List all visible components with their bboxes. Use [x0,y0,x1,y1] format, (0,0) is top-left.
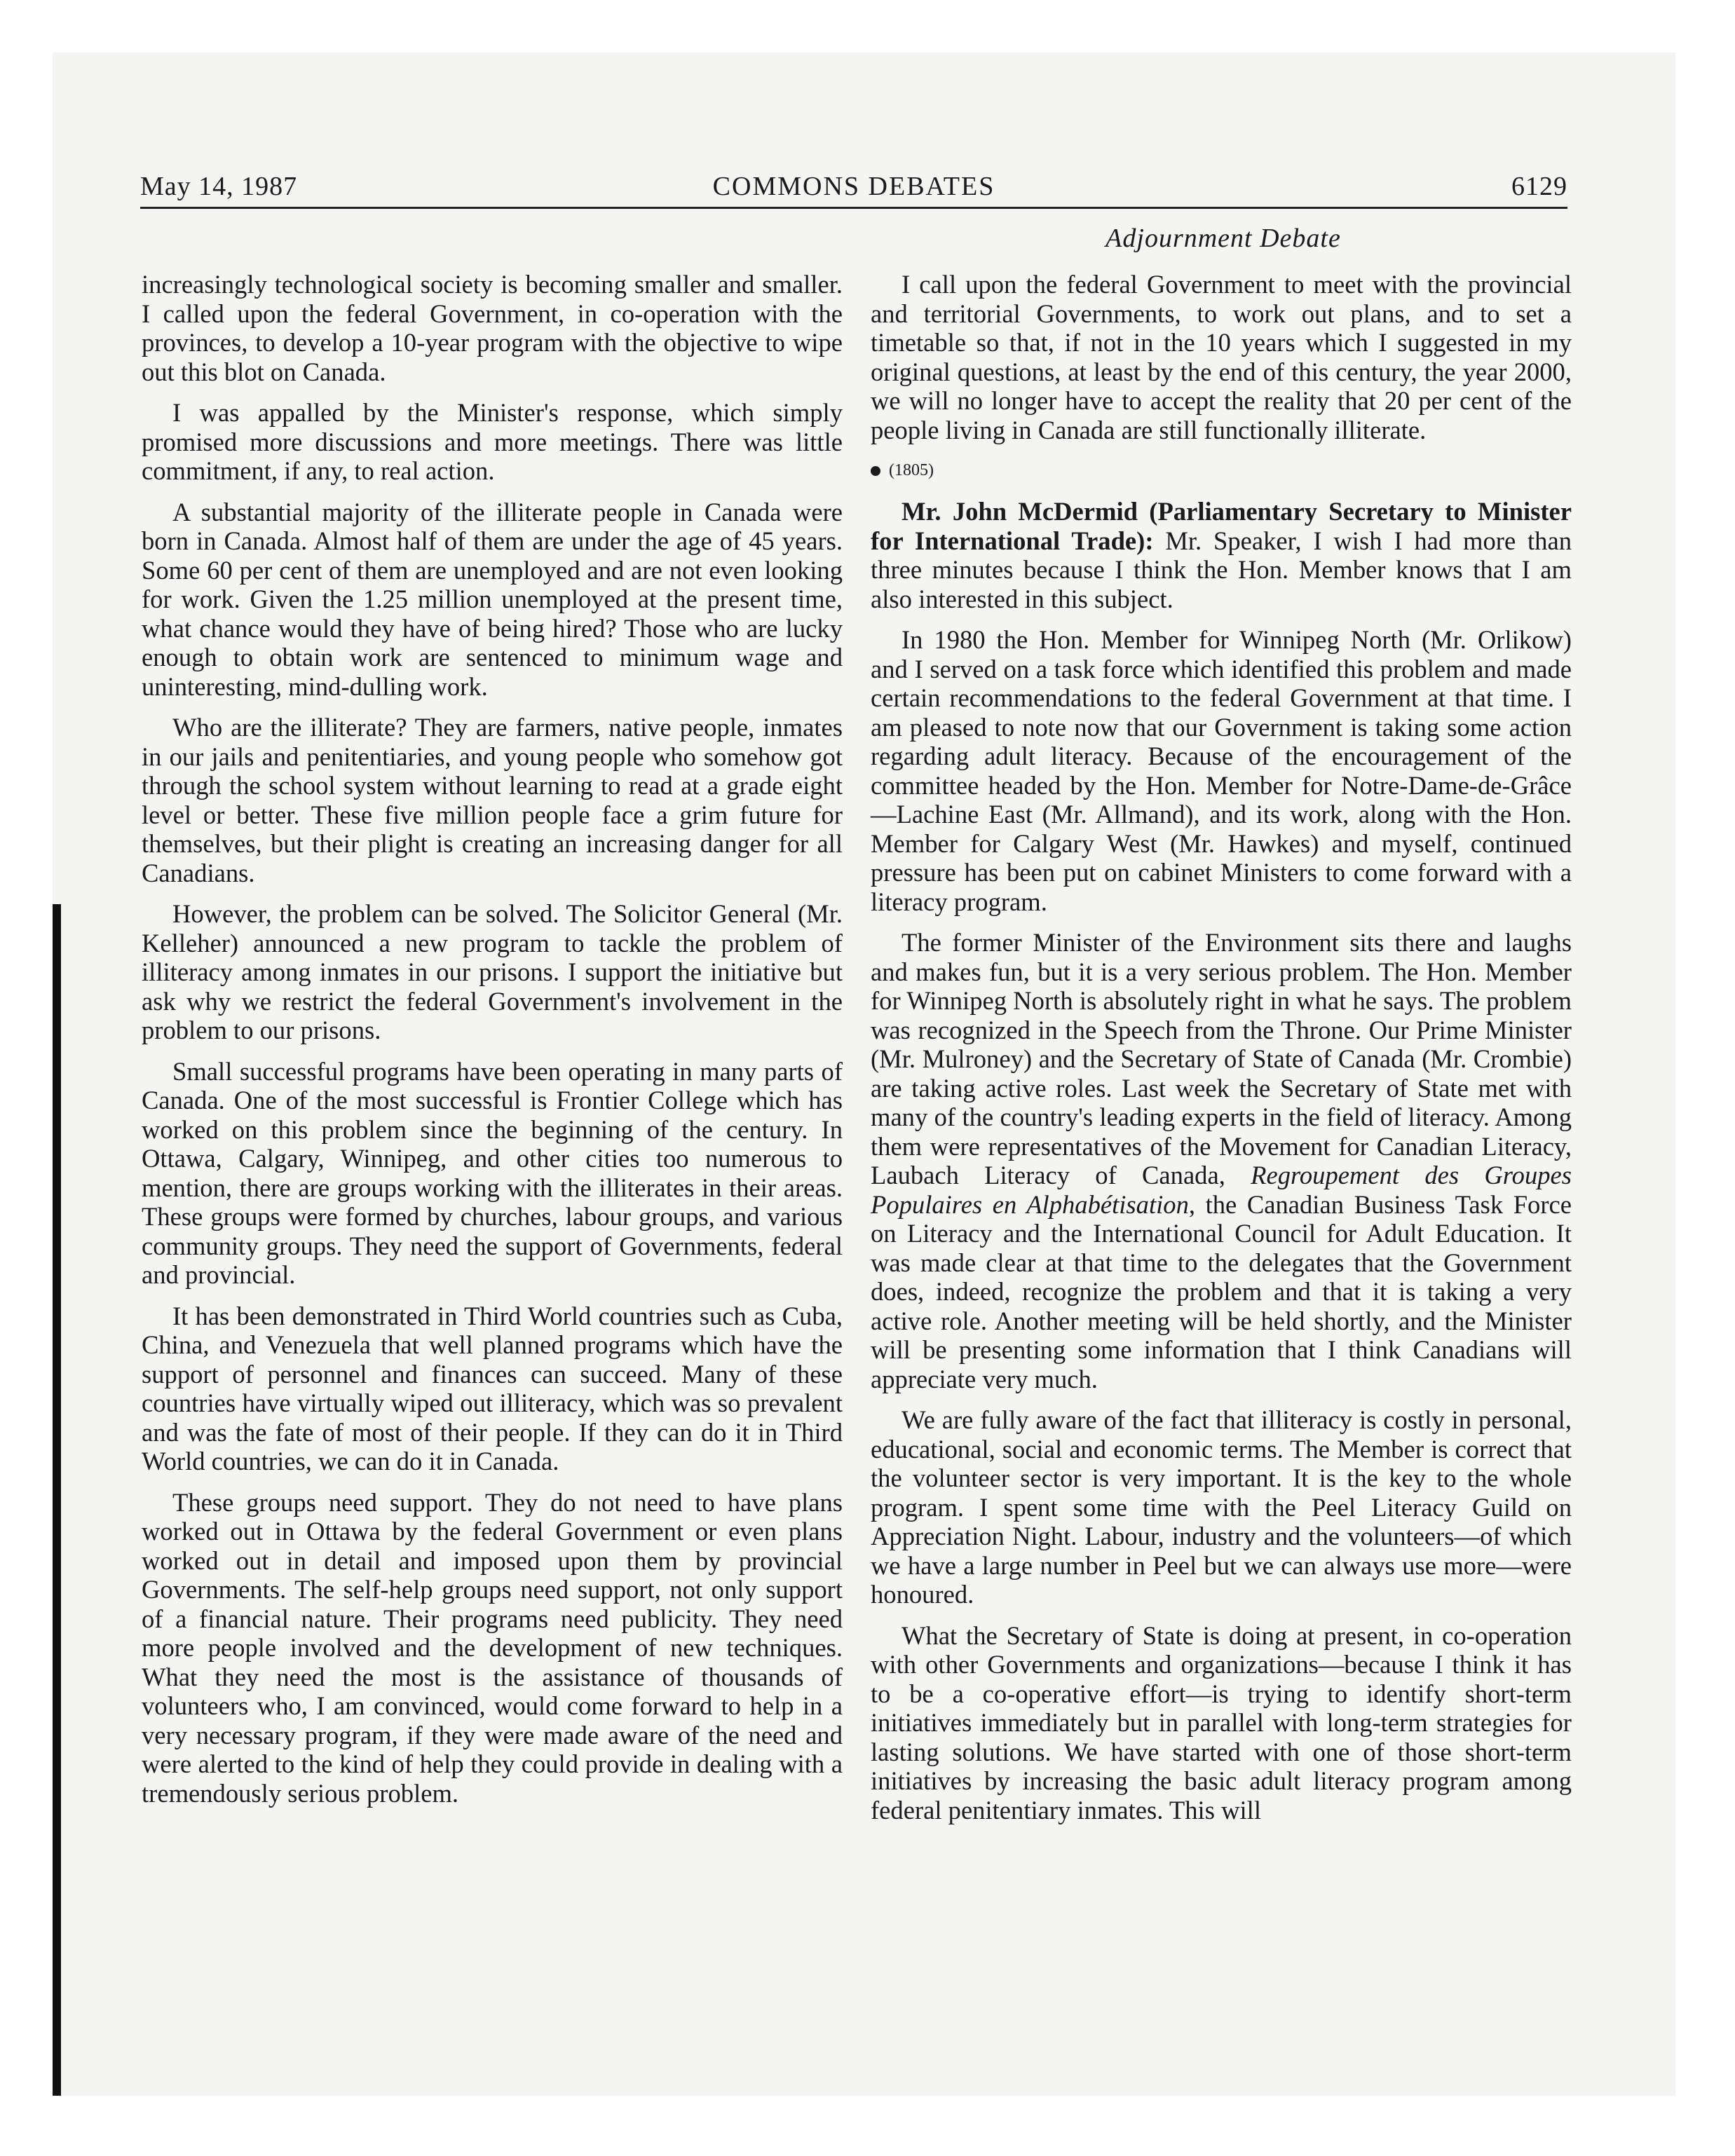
speaker-text: Mr. Speaker, I wish I had more than three minutes because I think the Hon. Member knows that I am also interested in this subject. [871,526,1572,613]
paragraph: A substantial majority of the illiterate people in Canada were born in Canada. Almost half of them are under the age of 45 years. Some 60 per cent of them are unemployed and are not even looking for work. Given the 1.25 million unemployed at the present time, what chance would they have of being hired? Those who are lucky enough to obtain work are sentenced to minimum wage and uninteresting, mind-dulling work. [142,497,843,701]
paragraph: Small successful programs have been operating in many parts of Canada. One of the most successful is Frontier College which has worked on this problem since the beginning of the century. In Ottawa, Calgary, Winnipeg, and other cities too numerous to mention, there are groups working with the illiterates in their areas. These groups were formed by churches, labour groups, and various community groups. They need the support of Governments, federal and provincial. [142,1056,843,1289]
paragraph-text: , the Canadian Business Task Force on Literacy and the International Council for Adult Education. It was made clear at that time to the delegates that the Government does, indeed, recognize the problem and that it is taking a very active role. Another meeting will be held shortly, and the Minister will be presenting some information that I think Canadians will appreciate very much. [871,1189,1572,1393]
header-page-number: 6129 [1511,172,1567,201]
paragraph: In 1980 the Hon. Member for Winnipeg North (Mr. Orlikow) and I served on a task force which identified this problem and made certain recommendations to the federal Government at that time. I am pleased to note now that our Government is taking some action regarding adult literacy. Because of the encouragement of the committee headed by the Hon. Member for Notre-Dame-de-Grâce—Lachine East (Mr. Allmand), and its work, along with the Hon. Member for Calgary West (Mr. Hawkes) and myself, continued pressure has been put on cabinet Ministers to come forward with a literacy program. [871,625,1572,916]
time-marker [871,456,1572,484]
speaker-paragraph [871,497,1572,613]
paragraph: It has been demonstrated in Third World countries such as Cuba, China, and Venezuela that well planned programs which have the support of personnel and finances can succeed. Many of these countries have virtually wiped out illiteracy, which was so prevalent and was the fate of most of their people. If they can do it in Third World countries, we can do it in Canada. [142,1301,843,1475]
organization-name-italic: Regroupement des Groupes Populaires en Alphabétisation [871,1161,1572,1219]
running-head [140,171,1567,206]
paragraph: increasingly technological society is becoming smaller and smaller. I called upon the federal Government, in co-operation with the provinces, to develop a 10-year program with the objective to wipe out this blot on Canada. [142,270,843,386]
paragraph [871,928,1572,1393]
time-marker-text: (1805) [889,461,934,479]
left-column [142,270,843,1820]
section-label: Adjournment Debate [1105,224,1341,253]
right-column [871,270,1572,1836]
paragraph: I was appalled by the Minister's response, which simply promised more discussions and more meetings. There was little commitment, if any, to real action. [142,398,843,485]
paragraph: We are fully aware of the fact that illiteracy is costly in personal, educational, social and economic terms. The Member is correct that the volunteer sector is very important. It is the key to the whole program. I spent some time with the Peel Literacy Guild on Appreciation Night. Labour, industry and the volunteers—of which we have a large number in Peel but we can always use more—were honoured. [871,1405,1572,1609]
scan-edge-shadow [53,904,61,2096]
speaker-name: Mr. John McDermid (Parliamentary Secretary to Minister for International Trade): [871,497,1572,555]
paragraph: These groups need support. They do not need to have plans worked out in Ottawa by the federal Government or even plans worked out in detail and imposed upon them by provincial Governments. The self-help groups need support, not only support of a financial nature. Their programs need publicity. They need more people involved and the development of new techniques. What they need the most is the assistance of thousands of volunteers who, I am convinced, would come forward to help in a very necessary program, if they were made aware of the need and were alerted to the kind of help they could provide in dealing with a tremendously serious problem. [142,1487,843,1808]
header-rule [140,207,1567,209]
paragraph: I call upon the federal Government to meet with the provincial and territorial Governments, to work out plans, and to set a timetable so that, if not in the 10 years which I suggested in my original questions, at least by the end of this century, the year 2000, we will no longer have to accept the reality that 20 per cent of the people living in Canada are still functionally illiterate. [871,270,1572,444]
bullet-icon [871,466,880,476]
header-title: COMMONS DEBATES [712,172,995,201]
paragraph-text: The former Minister of the Environment sits there and laughs and makes fun, but it is a very serious problem. The Hon. Member for Winnipeg North is absolutely right in what he says. The problem was recognized in the Speech from the Throne. Our Prime Minister (Mr. Mulroney) and the Secretary of State of Canada (Mr. Crombie) are taking active roles. Last week the Secretary of State met with many of the country's leading experts in the field of literacy. Among them were representatives of the Movement for Canadian Literacy, Laubach Literacy of Canada, [871,928,1572,1189]
paragraph: What the Secretary of State is doing at present, in co-operation with other Governments and organizations—because I think it has to be a co-operative effort—is trying to identify short-term initiatives immediately but in parallel with long-term strategies for lasting solutions. We have started with one of those short-term initiatives by increasing the basic adult literacy program among federal penitentiary inmates. This will [871,1621,1572,1824]
paragraph: Who are the illiterate? They are farmers, native people, inmates in our jails and penitentiaries, and young people who somehow got through the school system without learning to read at a grade eight level or better. These five million people face a grim future for themselves, but their plight is creating an increasing danger for all Canadians. [142,713,843,887]
header-date: May 14, 1987 [140,172,298,201]
paragraph: However, the problem can be solved. The Solicitor General (Mr. Kelleher) announced a new program to tackle the problem of illiteracy among inmates in our prisons. I support the initiative but ask why we restrict the federal Government's involvement in the problem to our prisons. [142,899,843,1044]
